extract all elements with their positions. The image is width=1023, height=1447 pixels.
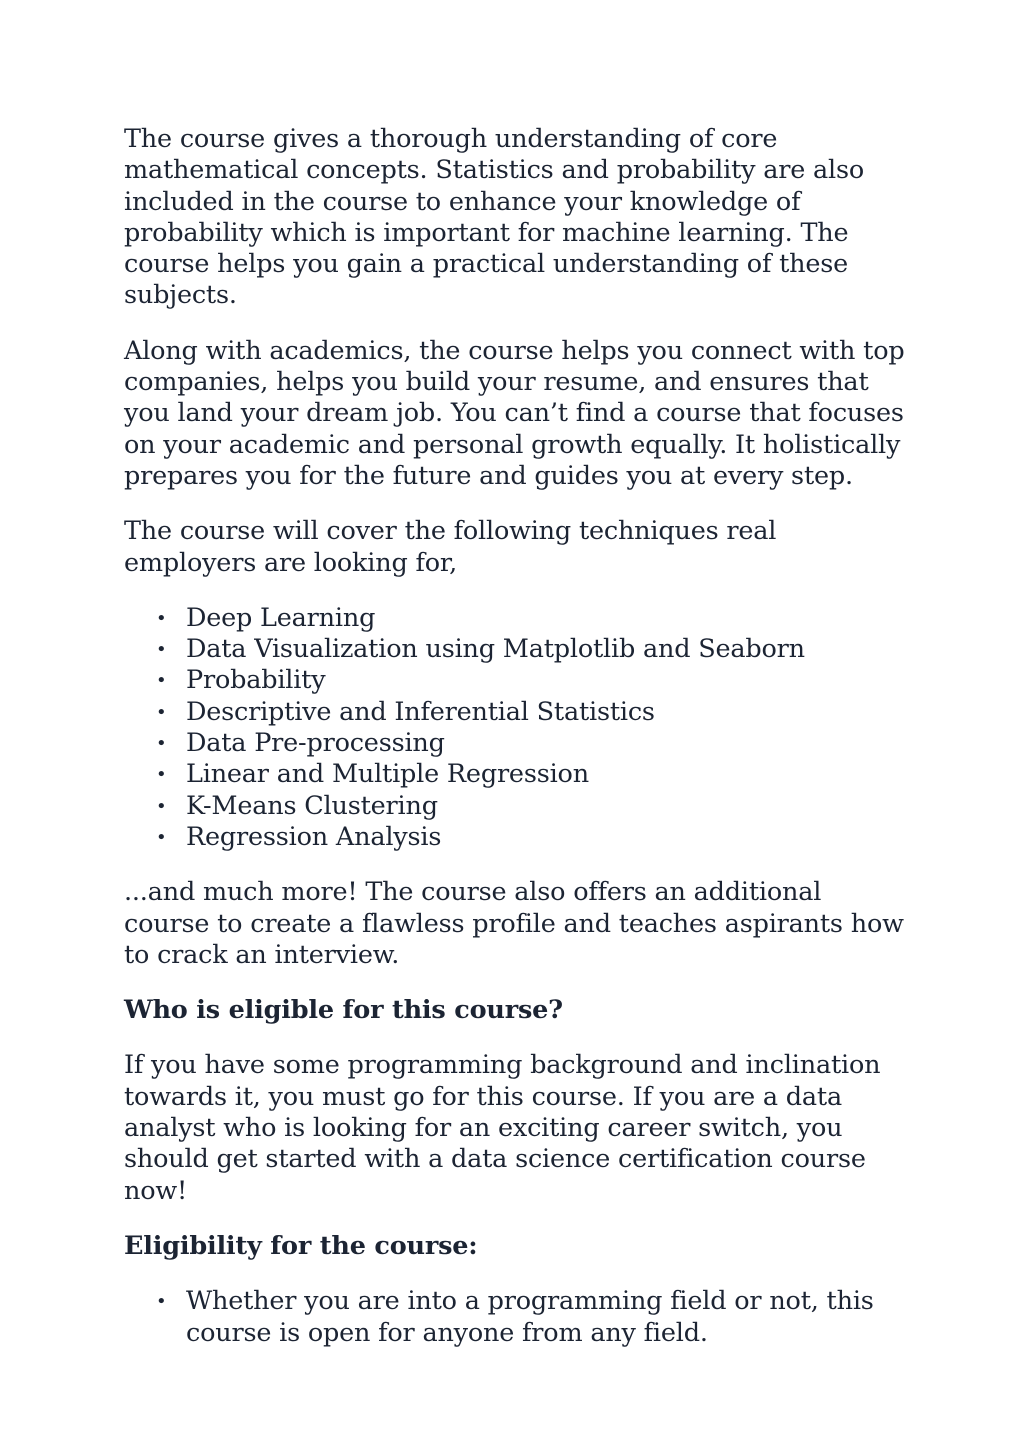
document-page bbox=[124, 124, 914, 1373]
list-item: • Probability bbox=[186, 665, 914, 696]
intro-paragraph: The course gives a thorough understanding of core mathematical concepts. Statistics and probability are also included in the course to enhance your knowledge of probability which is important for machine learning. The course helps you gain a practical understanding of these subjects. bbox=[124, 124, 865, 311]
list-item: • Descriptive and Inferential Statistics bbox=[186, 697, 914, 728]
techniques-intro-paragraph: The course will cover the following techniques real employers are looking for, bbox=[124, 516, 777, 578]
list-item: • K-Means Clustering bbox=[186, 791, 914, 822]
list-item: • Linear and Multiple Regression bbox=[186, 759, 914, 790]
techniques-list bbox=[124, 603, 914, 853]
academics-paragraph: Along with academics, the course helps you connect with top companies, helps you build your resume, and ensures that you land your dream job. You can’t find a course that focuses on your academic and personal growth equally. It holistically prepares you for the future and guides you at every step. bbox=[124, 335, 905, 491]
eligibility-list bbox=[124, 1286, 914, 1349]
list-item: • Whether you are into a programming field or not, this course is open for anyone from any field. bbox=[186, 1286, 914, 1349]
list-item: • Data Pre-processing bbox=[186, 728, 914, 759]
list-item: • Deep Learning bbox=[186, 603, 914, 634]
who-eligible-heading: Who is eligible for this course? bbox=[124, 995, 563, 1026]
more-paragraph: ...and much more! The course also offers an additional course to create a flawless profile and teaches aspirants how to crack an interview. bbox=[124, 877, 904, 970]
eligibility-heading: Eligibility for the course: bbox=[124, 1230, 478, 1261]
eligible-body-paragraph: If you have some programming background and inclination towards it, you must go for this course. If you are a data analyst who is looking for an exciting career switch, you should get started with a data science certification course now! bbox=[124, 1050, 881, 1206]
list-item: • Regression Analysis bbox=[186, 822, 914, 853]
list-item: • Data Visualization using Matplotlib and Seaborn bbox=[186, 634, 914, 665]
